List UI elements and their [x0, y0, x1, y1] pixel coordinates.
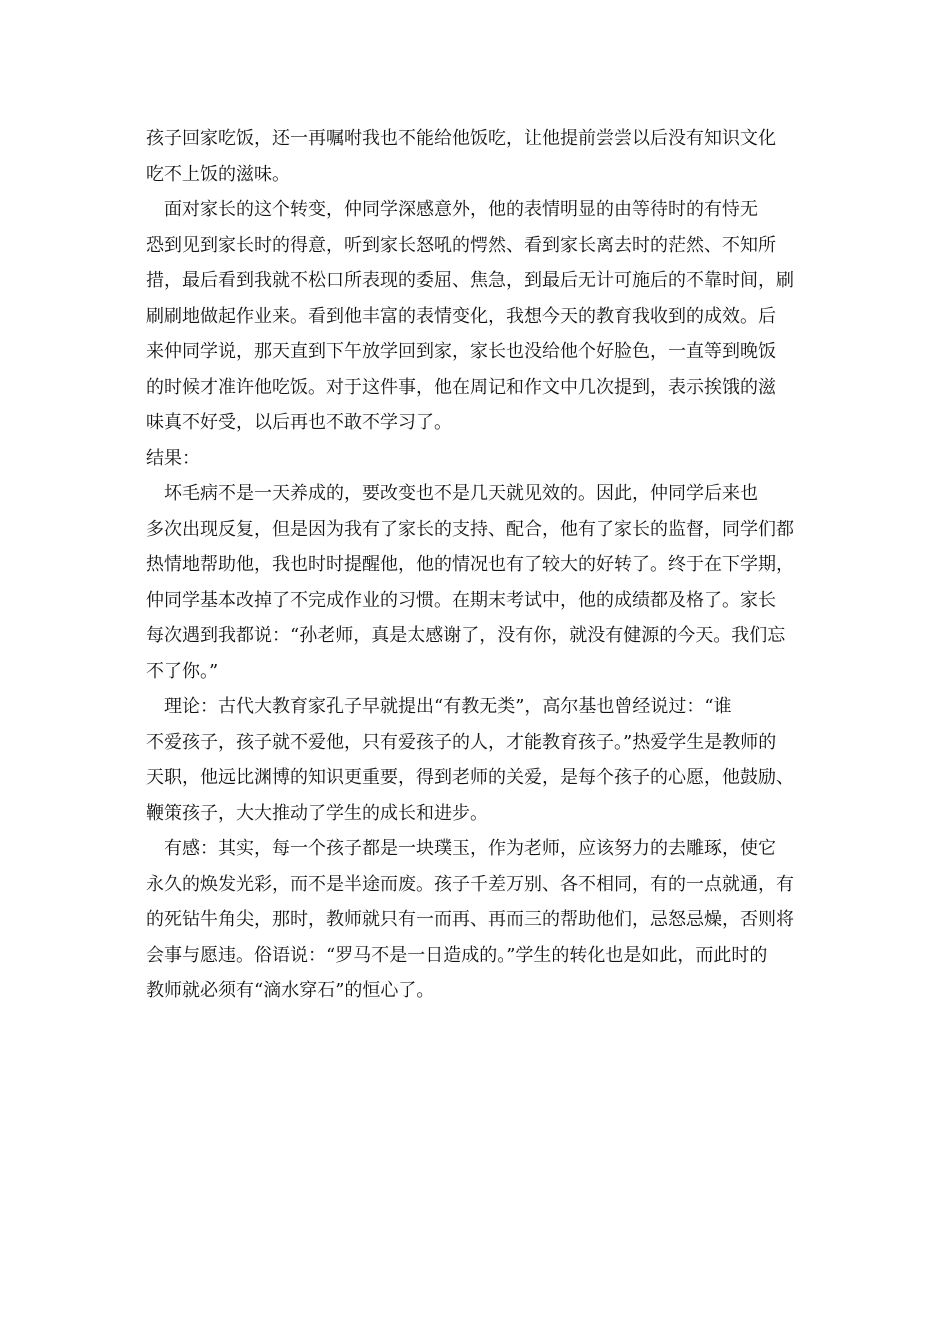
text-line: 永久的焕发光彩，而不是半途而废。孩子千差万别、各不相同，有的一点就通，有: [146, 873, 794, 895]
text-line: 仲同学基本改掉了不完成作业的习惯。在期末考试中，他的成绩都及格了。家长: [146, 589, 776, 611]
text-line: 鞭策孩子，大大推动了学生的成长和进步。: [146, 802, 488, 824]
section-heading: 结果：: [146, 447, 200, 469]
text-line: 坏毛病不是一天养成的，要改变也不是几天就见效的。因此，仲同学后来也: [146, 483, 758, 504]
text-line: 吃不上饭的滋味。: [146, 163, 290, 185]
text-line: 的时候才准许他吃饭。对于这件事，他在周记和作文中几次提到，表示挨饿的滋: [146, 376, 776, 398]
text-line: 不了你。”: [146, 660, 219, 682]
text-line: 多次出现反复，但是因为我有了家长的支持、配合，他有了家长的监督，同学们都: [146, 518, 794, 540]
text-line: 热情地帮助他，我也时时提醒他，他的情况也有了较大的好转了。终于在下学期，: [146, 554, 794, 575]
text-line: 天职，他远比渊博的知识更重要，得到老师的关爱，是每个孩子的心愿，他鼓励、: [146, 767, 794, 788]
text-line: 恐到见到家长时的得意，听到家长怒吼的愕然、看到家长离去时的茫然、不知所: [146, 234, 776, 256]
text-line: 理论：古代大教育家孔子早就提出“有教无类”，高尔基也曾经说过：“谁: [146, 696, 732, 717]
text-line: 味真不好受，以后再也不敢不学习了。: [146, 412, 452, 433]
text-line: 教师就必须有“滴水穿石”的恒心了。: [146, 980, 435, 1001]
text-line: 措，最后看到我就不松口所表现的委屈、焦急，到最后无计可施后的不靠时间，刷: [146, 270, 794, 291]
text-line: 每次遇到我都说：“孙老师，真是太感谢了，没有你，就没有健源的今天。我们忘: [146, 625, 786, 646]
text-line: 刷刷地做起作业来。看到他丰富的表情变化，我想今天的教育我收到的成效。后: [146, 305, 776, 327]
text-line: 的死钻牛角尖，那时，教师就只有一而再、再而三的帮助他们，忌怒忌燥，否则将: [146, 909, 794, 930]
document-body: [146, 121, 810, 1009]
text-line: 孩子回家吃饭，还一再嘱咐我也不能给他饭吃，让他提前尝尝以后没有知识文化: [146, 128, 776, 149]
text-line: 不爱孩子，孩子就不爱他，只有爱孩子的人，才能教育孩子。”热爱学生是教师的: [146, 731, 777, 753]
text-line: 会事与愿违。俗语说：“罗马不是一日造成的。”学生的转化也是如此，而此时的: [146, 944, 768, 966]
text-line: 有感：其实，每一个孩子都是一块璞玉，作为老师，应该努力的去雕琢，使它: [146, 838, 776, 859]
text-line: 来仲同学说，那天直到下午放学回到家，家长也没给他个好脸色，一直等到晚饭: [146, 341, 776, 362]
text-line: 面对家长的这个转变，仲同学深感意外，他的表情明显的由等待时的有恃无: [146, 199, 758, 220]
